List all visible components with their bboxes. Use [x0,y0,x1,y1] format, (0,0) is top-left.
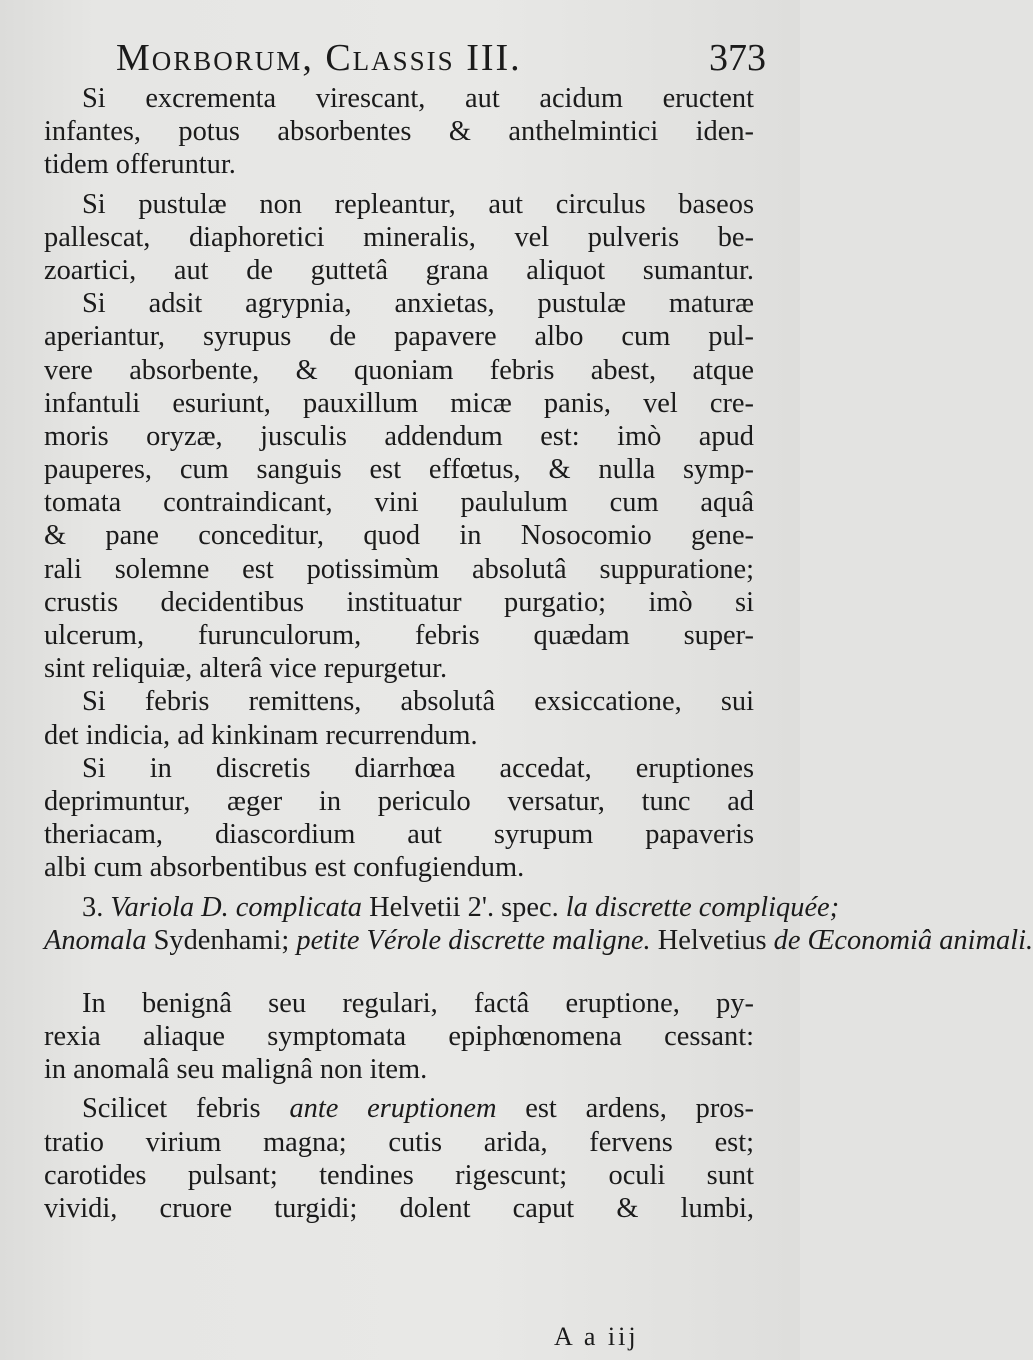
text-line: Si febris remittens, absolutâ exsiccatione, sui [82,686,754,718]
text-line: vividi, cruore turgidi; dolent caput & lumbi, [44,1193,754,1224]
paragraph [44,82,754,182]
text-line: crustis decidentibus instituatur purgatio; imò si [44,586,754,618]
text-line: ulcerum, furunculorum, febris quædam super- [44,620,754,651]
italic-phrase: ante eruptionem [289,1093,497,1125]
work-title: Œconomiâ animali. [807,924,1033,956]
text-line: theriacam, diascordium aut syrupum papaveris [44,819,754,851]
section-reference: Sydenhami; [153,924,290,956]
text-line: aperiantur, syrupus de papavere albo cum pul- [44,321,754,353]
text-line: & pane conceditur, quod in Nosocomio gene- [44,520,754,552]
body-text [44,82,1033,1225]
text-line: Si pustulæ non repleantur, aut circulus baseos [82,188,754,220]
french-name: petite Vérole discrette maligne. [296,924,651,956]
page-number: 373 [709,37,766,79]
text-line: deprimuntur, æger in periculo versatur, tunc ad [44,785,754,817]
text-line: in anomalâ seu malignâ non item. [44,1054,428,1086]
text-line [44,891,840,924]
header-title: Morborum, Classis III. [116,37,522,79]
paragraph [44,752,754,885]
section-heading [44,891,1033,957]
text-line: rexia aliaque symptomata epiphœnomena cessant: [44,1021,754,1053]
paragraph [44,1092,754,1225]
text-line: In benignâ seu regulari, factâ eruptione, py- [82,987,754,1019]
text-line: Si adsit agrypnia, anxietas, pustulæ maturæ [82,288,754,320]
text-line [44,1092,754,1125]
work-prefix: de [773,924,801,956]
running-header [116,36,766,86]
section-number: 3. [82,891,104,923]
text-line: pauperes, cum sanguis est effœtus, & nulla symp- [44,454,754,486]
text-line: albi cum absorbentibus est confugiendum. [44,852,525,884]
text-line: tidem offeruntur. [44,149,236,181]
signature-mark: A a iij [554,1322,639,1351]
section-reference: Helvetii 2'. spec. [369,891,559,923]
text-line: moris oryzæ, jusculis addendum est: imò apud [44,420,754,452]
text-line: zoartici, aut de guttetâ grana aliquot sumantur. [44,254,754,286]
text-line: tomata contraindicant, vini paululum cum aquâ [44,487,754,519]
text-segment: Scilicet febris [82,1093,261,1125]
text-line: pallescat, diaphoretici mineralis, vel pulveris be- [44,221,754,253]
text-segment: est ardens, pros- [525,1093,754,1125]
paragraph [44,685,754,751]
text-line: carotides pulsant; tendines rigescunt; oculi sunt [44,1159,754,1191]
french-name: la discrette compliquée; [565,891,840,923]
section-name: Variola D. complicata [110,891,362,923]
paragraph [44,287,754,685]
text-line: det indicia, ad kinkinam recurrendum. [44,719,478,751]
text-line: infantuli esuriunt, pauxillum micæ panis, vel cre- [44,387,754,419]
text-line: Si in discretis diarrhœa accedat, eruptiones [82,752,754,784]
text-line: rali solemne est potissimùm absolutâ suppuratione; [44,553,754,585]
text-line: Si excrementa virescant, aut acidum eructent [82,83,754,114]
paragraph [44,188,754,288]
paragraph [44,987,754,1087]
text-line [44,924,1033,957]
section-reference: Helvetius [657,924,767,956]
text-line: infantes, potus absorbentes & anthelmintici iden- [44,116,754,148]
text-line: sint reliquiæ, alterâ vice repurgetur. [44,653,448,685]
text-line: vere absorbente, & quoniam febris abest, atque [44,354,754,386]
alt-name: Anomala [44,924,147,956]
text-line: tratio virium magna; cutis arida, fervens est; [44,1126,754,1158]
